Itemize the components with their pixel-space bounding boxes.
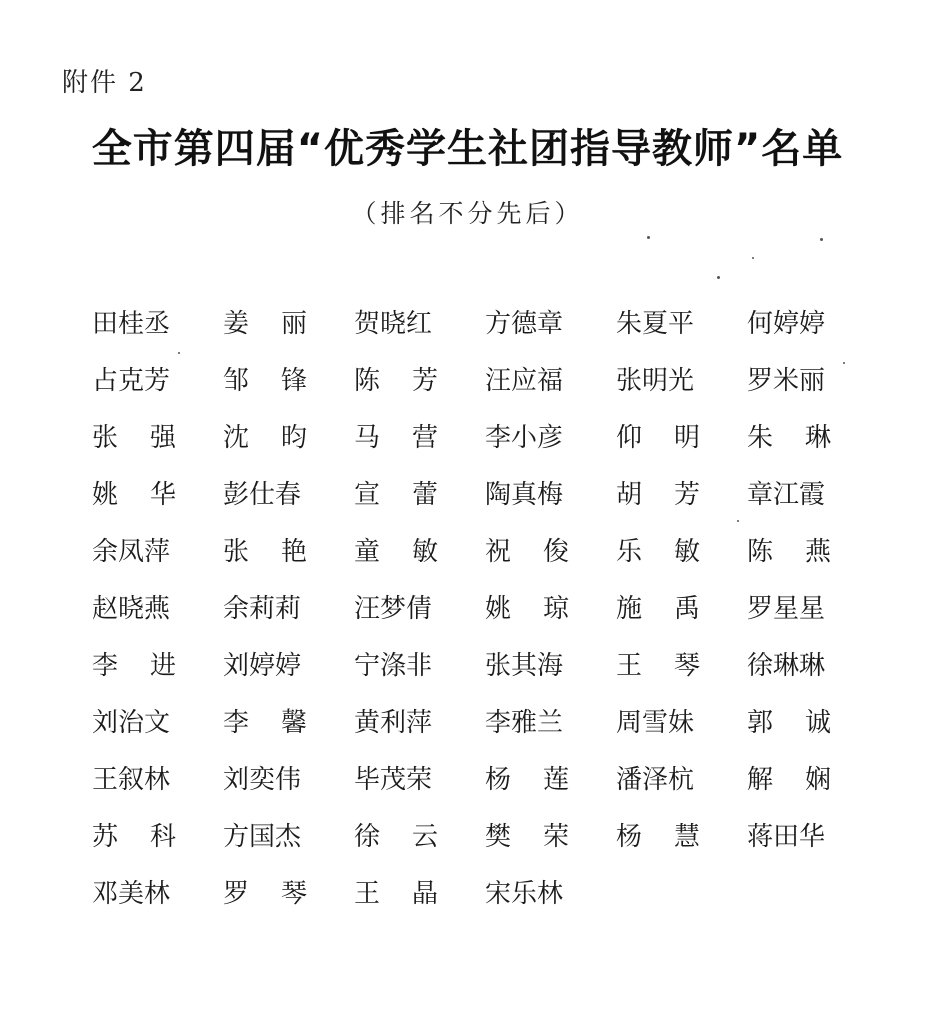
- teacher-name: 李雅兰: [485, 708, 564, 738]
- teacher-name: 宣 蕾: [354, 480, 438, 510]
- teacher-name: 刘婷婷: [223, 651, 302, 681]
- teacher-name: 陈 芳: [354, 366, 438, 396]
- teacher-name: 周雪妹: [616, 708, 695, 738]
- teacher-name: 赵晓燕: [92, 594, 171, 624]
- teacher-name: 蒋田华: [747, 822, 826, 852]
- teacher-name: 潘泽杭: [616, 765, 695, 795]
- teacher-name: 乐 敏: [616, 537, 700, 567]
- teacher-name: 余凤萍: [92, 537, 171, 567]
- teacher-name: 刘奕伟: [223, 765, 302, 795]
- scan-speck: [737, 520, 739, 522]
- teacher-name: 朱夏平: [616, 309, 695, 339]
- teacher-name: 陈 燕: [747, 537, 831, 567]
- teacher-name: 王 晶: [354, 879, 438, 909]
- teacher-name: 杨 莲: [485, 765, 569, 795]
- scan-speck: [717, 276, 720, 279]
- teacher-name: 王 琴: [616, 651, 700, 681]
- teacher-name: 朱 琳: [747, 423, 831, 453]
- teacher-name: 樊 荣: [485, 822, 569, 852]
- teacher-name: 祝 俊: [485, 537, 569, 567]
- teacher-name: 罗 琴: [223, 879, 307, 909]
- teacher-name: 占克芳: [92, 366, 171, 396]
- teacher-name: 李 馨: [223, 708, 307, 738]
- teacher-name: 汪梦倩: [354, 594, 433, 624]
- teacher-name: 方德章: [485, 309, 564, 339]
- document-title: 全市第四届“优秀学生社团指导教师”名单: [91, 126, 844, 172]
- teacher-name: 李 进: [92, 651, 176, 681]
- teacher-name: 李小彦: [485, 423, 564, 453]
- teacher-name: 余莉莉: [223, 594, 302, 624]
- teacher-name: 张 强: [92, 423, 176, 453]
- teacher-name: 罗星星: [747, 594, 826, 624]
- teacher-name: 毕茂荣: [354, 765, 433, 795]
- teacher-name: 邹 锋: [223, 366, 307, 396]
- teacher-name: 施 禹: [616, 594, 700, 624]
- teacher-name: 姚 琼: [485, 594, 569, 624]
- teacher-name: 方国杰: [223, 822, 302, 852]
- teacher-name: 张明光: [616, 366, 695, 396]
- teacher-name: 徐 云: [354, 822, 438, 852]
- teacher-name: 马 营: [354, 423, 438, 453]
- teacher-name: 姚 华: [92, 480, 176, 510]
- teacher-name: 宁涤非: [354, 651, 433, 681]
- scan-speck: [178, 352, 180, 354]
- teacher-name: 胡 芳: [616, 480, 700, 510]
- names-list: [92, 302, 852, 929]
- teacher-name: 章江霞: [747, 480, 826, 510]
- teacher-name: 邓美林: [92, 879, 171, 909]
- attachment-label: 附件 2: [62, 68, 147, 98]
- scan-speck: [843, 362, 845, 364]
- teacher-name: 陶真梅: [485, 480, 564, 510]
- teacher-name: 王叙林: [92, 765, 171, 795]
- teacher-name: 宋乐林: [485, 879, 564, 909]
- teacher-name: 何婷婷: [747, 309, 826, 339]
- teacher-name: 杨 慧: [616, 822, 700, 852]
- scan-speck: [647, 236, 650, 239]
- teacher-name: 彭仕春: [223, 480, 302, 510]
- teacher-name: 童 敏: [354, 537, 438, 567]
- teacher-name: 仰 明: [616, 423, 700, 453]
- teacher-name: 黄利萍: [354, 708, 433, 738]
- document-subtitle: （排名不分先后）: [351, 199, 584, 228]
- teacher-name: 刘治文: [92, 708, 171, 738]
- teacher-name: 解 娴: [747, 765, 831, 795]
- teacher-name: 沈 昀: [223, 423, 307, 453]
- scan-speck: [752, 257, 754, 259]
- teacher-name: 张 艳: [223, 537, 307, 567]
- teacher-name: 苏 科: [92, 822, 176, 852]
- teacher-name: 汪应福: [485, 366, 564, 396]
- scan-speck: [820, 238, 823, 241]
- teacher-name: 贺晓红: [354, 309, 433, 339]
- teacher-name: 田桂丞: [92, 309, 171, 339]
- teacher-name: 姜 丽: [223, 309, 307, 339]
- teacher-name: 罗米丽: [747, 366, 826, 396]
- teacher-name: 徐琳琳: [747, 651, 826, 681]
- teacher-name: 张其海: [485, 651, 564, 681]
- teacher-name: 郭 诚: [747, 708, 831, 738]
